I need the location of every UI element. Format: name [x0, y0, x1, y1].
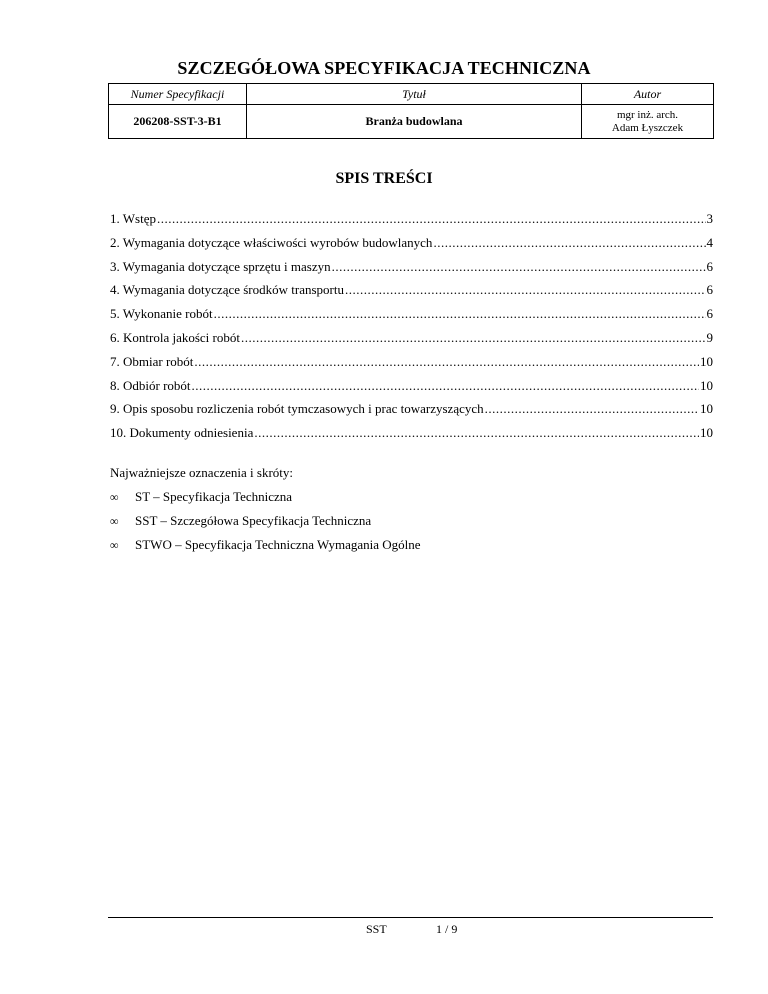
- table-value-row: [109, 105, 714, 139]
- toc-entry-label: 9. Opis sposobu rozliczenia robót tymczasowych i prac towarzyszących: [110, 401, 484, 417]
- abbreviations-heading: Najważniejsze oznaczenia i skróty:: [110, 465, 293, 480]
- toc-entry-page: 10: [700, 377, 713, 393]
- footer-divider: [108, 917, 713, 918]
- list-item: [110, 537, 421, 561]
- toc-entry[interactable]: [110, 282, 713, 306]
- list-item: [110, 489, 421, 513]
- abbreviation-text: STWO – Specyfikacja Techniczna Wymagania Ogólne: [135, 537, 421, 552]
- toc-entry-page: 3: [706, 211, 713, 226]
- toc-leader: [254, 425, 699, 441]
- toc-leader: [485, 401, 699, 417]
- bullet-icon: ∞: [110, 538, 119, 552]
- toc-entry[interactable]: [110, 306, 713, 330]
- toc-entry-page: 10: [700, 353, 713, 369]
- abbreviation-text: SST – Szczegółowa Specyfikacja Techniczna: [135, 513, 372, 528]
- list-item: [110, 513, 421, 537]
- toc-entry[interactable]: [110, 401, 713, 425]
- spec-title-value: Branża budowlana: [247, 105, 582, 139]
- footer-label: SST: [366, 922, 387, 936]
- toc-leader: [194, 354, 699, 370]
- toc-entry[interactable]: [110, 211, 713, 235]
- toc-entry[interactable]: [110, 235, 713, 259]
- author-name: Adam Łyszczek: [611, 121, 684, 134]
- toc-entry-page: 10: [700, 401, 713, 417]
- author-value: [582, 105, 714, 139]
- toc-leader: [214, 306, 706, 322]
- toc-entry-label: 6. Kontrola jakości robót: [110, 329, 240, 345]
- toc-entry-label: 1. Wstęp: [110, 211, 156, 226]
- bullet-icon: ∞: [110, 490, 119, 504]
- toc-leader: [433, 235, 705, 251]
- bullet-icon: ∞: [110, 514, 119, 528]
- table-of-contents: [110, 211, 713, 449]
- toc-entry-label: 2. Wymagania dotyczące właściwości wyrobów budowlanych: [110, 234, 433, 250]
- toc-leader: [192, 378, 699, 394]
- toc-entry-page: 4: [706, 234, 713, 250]
- header-spec-number: Numer Specyfikacji: [109, 84, 247, 105]
- toc-entry-page: 6: [706, 258, 713, 274]
- toc-leader: [241, 330, 706, 346]
- page-number: 1 / 9: [436, 922, 458, 936]
- toc-entry-page: 10: [700, 425, 713, 441]
- toc-entry-label: 5. Wykonanie robót: [110, 306, 213, 322]
- toc-entry-label: 3. Wymagania dotyczące sprzętu i maszyn: [110, 258, 331, 274]
- header-title: Tytuł: [247, 84, 582, 105]
- toc-entry[interactable]: [110, 354, 713, 378]
- toc-entry[interactable]: [110, 259, 713, 283]
- spec-number-value: 206208-SST-3-B1: [109, 105, 247, 139]
- toc-entry[interactable]: [110, 330, 713, 354]
- abbreviations-list: [110, 489, 421, 561]
- toc-entry-label: 8. Odbiór robót: [110, 377, 191, 393]
- toc-leader: [157, 211, 706, 227]
- header-author: Autor: [582, 84, 714, 105]
- abbreviation-text: ST – Specyfikacja Techniczna: [135, 489, 293, 504]
- toc-leader: [345, 282, 706, 298]
- toc-entry-label: 7. Obmiar robót: [110, 353, 194, 369]
- toc-entry-label: 4. Wymagania dotyczące środków transportu: [110, 282, 344, 298]
- toc-entry-page: 9: [706, 329, 713, 345]
- author-degree: mgr inż. arch.: [616, 108, 679, 121]
- toc-entry-page: 6: [706, 306, 713, 322]
- document-title: SZCZEGÓŁOWA SPECYFIKACJA TECHNICZNA: [177, 58, 591, 78]
- toc-entry-label: 10. Dokumenty odniesienia: [110, 425, 254, 441]
- table-header-row: [109, 84, 714, 105]
- toc-title: SPIS TREŚCI: [335, 170, 433, 187]
- toc-entry-page: 6: [706, 282, 713, 298]
- toc-entry[interactable]: [110, 425, 713, 449]
- toc-entry[interactable]: [110, 378, 713, 402]
- specification-table: [108, 83, 714, 139]
- toc-leader: [332, 259, 706, 275]
